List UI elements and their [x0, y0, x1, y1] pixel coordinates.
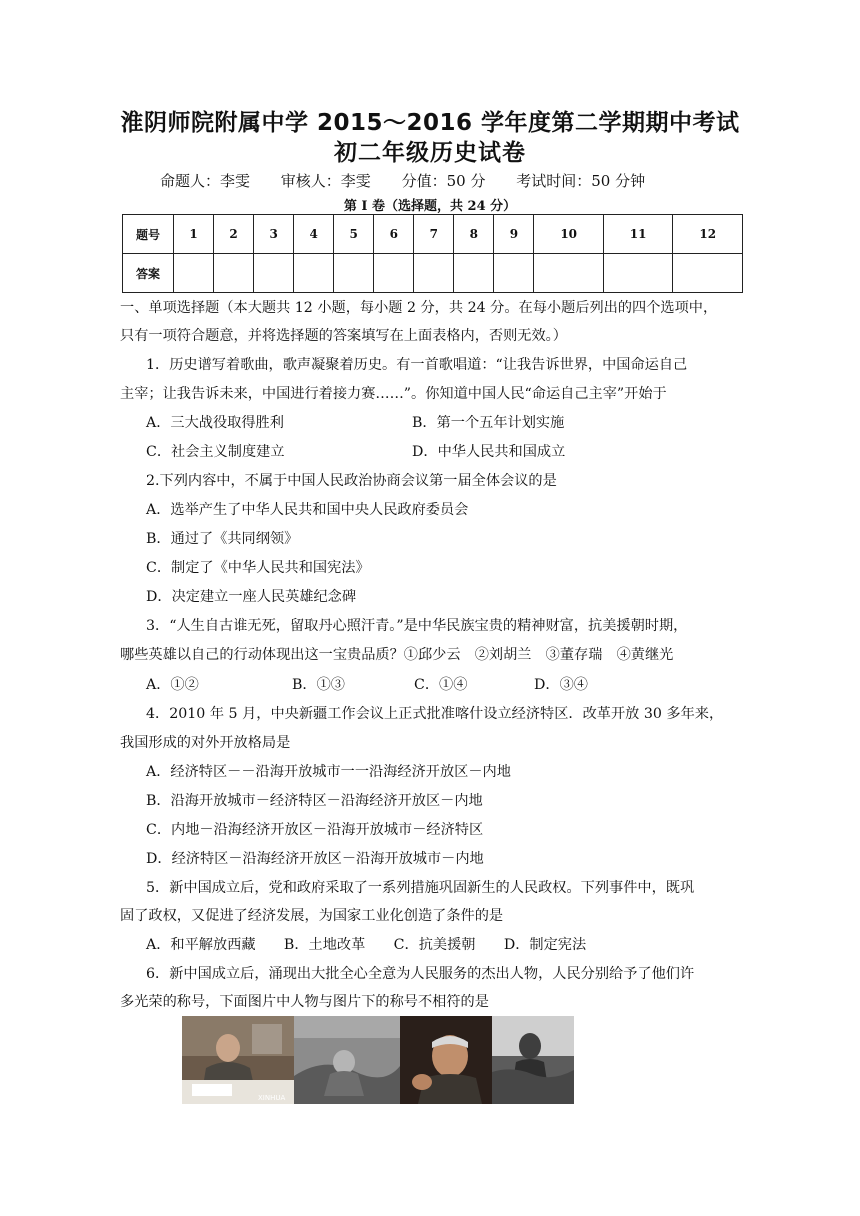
question-number: 1 — [174, 215, 214, 254]
q2-option-d: D．决定建立一座人民英雄纪念碑 — [146, 589, 357, 605]
answer-cell[interactable] — [414, 254, 454, 293]
q3-option-a: A．①② — [146, 677, 199, 693]
q1-option-a: A．三大战役取得胜利 — [146, 415, 284, 431]
q2-option-b: B．通过了《共同纲领》 — [146, 531, 299, 547]
photo-farmer-in-field — [492, 1016, 574, 1104]
q5-stem-line2: 固了政权，又促进了经济发展，为国家工业化创造了条件的是 — [120, 908, 504, 924]
question-number: 3 — [254, 215, 294, 254]
photo-scientist-portrait — [400, 1016, 492, 1104]
question-number: 2 — [214, 215, 254, 254]
q3-stem-line1: 3．“人生自古谁无死，留取丹心照汗青。”是中华民族宝贵的精神财富，抗美援朝时期， — [146, 618, 688, 634]
q2-option-c: C．制定了《中华人民共和国宪法》 — [146, 560, 370, 576]
answer-table — [122, 214, 743, 293]
answer-cell[interactable] — [174, 254, 214, 293]
answer-cell[interactable] — [454, 254, 494, 293]
question-number: 7 — [414, 215, 454, 254]
q5-stem-line1: 5．新中国成立后，党和政府采取了一系列措施巩固新生的人民政权。下列事件中，既巩 — [146, 880, 695, 896]
question-number: 8 — [454, 215, 494, 254]
section-title: 第 I 卷（选择题，共 24 分） — [343, 199, 517, 214]
q4-stem-line2: 我国形成的对外开放格局是 — [120, 735, 291, 751]
q4-option-d: D．经济特区－沿海经济开放区－沿海开放城市－内地 — [146, 851, 484, 867]
q1-option-b: B．第一个五年计划实施 — [412, 415, 565, 431]
instructions-line2: 只有一项符合题意，并将选择题的答案填写在上面表格内，否则无效。） — [120, 328, 567, 344]
answer-cell[interactable] — [214, 254, 254, 293]
question-number: 12 — [673, 215, 743, 254]
question-number: 5 — [334, 215, 374, 254]
answer-row — [123, 254, 743, 293]
reviewer-label: 审核人：李雯 — [280, 172, 371, 190]
row-label-number: 题号 — [123, 215, 174, 254]
answer-cell[interactable] — [254, 254, 294, 293]
answer-cell[interactable] — [494, 254, 534, 293]
q1-stem-line1: 1．历史谱写着歌曲，歌声凝聚着历史。有一首歌唱道：“让我告诉世界，中国命运自己 — [146, 357, 688, 373]
q3-option-b: B．①③ — [292, 677, 345, 693]
question-number: 11 — [603, 215, 672, 254]
q6-stem-line2: 多光荣的称号，下面图片中人物与图片下的称号不相符的是 — [120, 994, 489, 1010]
q1-option-d: D．中华人民共和国成立 — [412, 444, 566, 460]
exam-title: 淮阴师院附属中学 2015～2016 学年度第二学期期中考试 — [120, 110, 740, 136]
score-label: 分值：50 分 — [401, 172, 486, 190]
q2-stem: 2.下列内容中，不属于中国人民政治协商会议第一届全体会议的是 — [146, 473, 557, 489]
answer-cell[interactable] — [534, 254, 603, 293]
time-label: 考试时间：50 分钟 — [516, 172, 646, 190]
q4-stem-line1: 4．2010 年 5 月，中央新疆工作会议上正式批准喀什设立经济特区．改革开放 30 多年来， — [146, 706, 724, 722]
q4-option-c: C．内地－沿海经济开放区－沿海开放城市－经济特区 — [146, 822, 484, 838]
instructions-line1: 一、单项选择题（本大题共 12 小题，每小题 2 分，共 24 分。在每小题后列出的四个选项中， — [120, 300, 718, 316]
question-number: 10 — [534, 215, 603, 254]
question-number-row — [123, 215, 743, 254]
answer-cell[interactable] — [374, 254, 414, 293]
q2-option-a: A．选举产生了中华人民共和国中央人民政府委员会 — [146, 502, 469, 518]
answer-cell[interactable] — [334, 254, 374, 293]
q3-option-d: D．③④ — [534, 677, 588, 693]
q6-photo-strip — [182, 1016, 574, 1104]
q3-option-c: C．①④ — [414, 677, 468, 693]
row-label-answer: 答案 — [123, 254, 174, 293]
photo-official-at-desk — [182, 1016, 294, 1104]
answer-cell[interactable] — [603, 254, 672, 293]
q3-stem-line2: 哪些英雄以自己的行动体现出这一宝贵品质？①邱少云 ②刘胡兰 ③董存瑞 ④黄继光 — [120, 647, 674, 663]
exam-meta — [160, 170, 671, 191]
exam-subtitle: 初二年级历史试卷 — [334, 140, 526, 166]
photo-watermark: XINHUA — [258, 1094, 286, 1102]
answer-cell[interactable] — [294, 254, 334, 293]
q6-stem-line1: 6．新中国成立后，涌现出大批全心全意为人民服务的杰出人物，人民分别给予了他们许 — [146, 966, 695, 982]
question-number: 6 — [374, 215, 414, 254]
q1-stem-line2: 主宰；让我告诉未来，中国进行着接力赛……”。你知道中国人民“命运自己主宰”开始于 — [120, 386, 667, 402]
question-number: 4 — [294, 215, 334, 254]
q4-option-a: A．经济特区－－沿海开放城市一一沿海经济开放区－内地 — [146, 764, 511, 780]
q5-options: A．和平解放西藏 B．土地改革 C．抗美援朝 D．制定宪法 — [146, 937, 587, 953]
question-number: 9 — [494, 215, 534, 254]
q4-option-b: B．沿海开放城市－经济特区－沿海经济开放区－内地 — [146, 793, 483, 809]
answer-cell[interactable] — [673, 254, 743, 293]
photo-soldier-in-battle — [294, 1016, 400, 1104]
author-label: 命题人：李雯 — [160, 172, 251, 190]
q1-option-c: C．社会主义制度建立 — [146, 444, 285, 460]
